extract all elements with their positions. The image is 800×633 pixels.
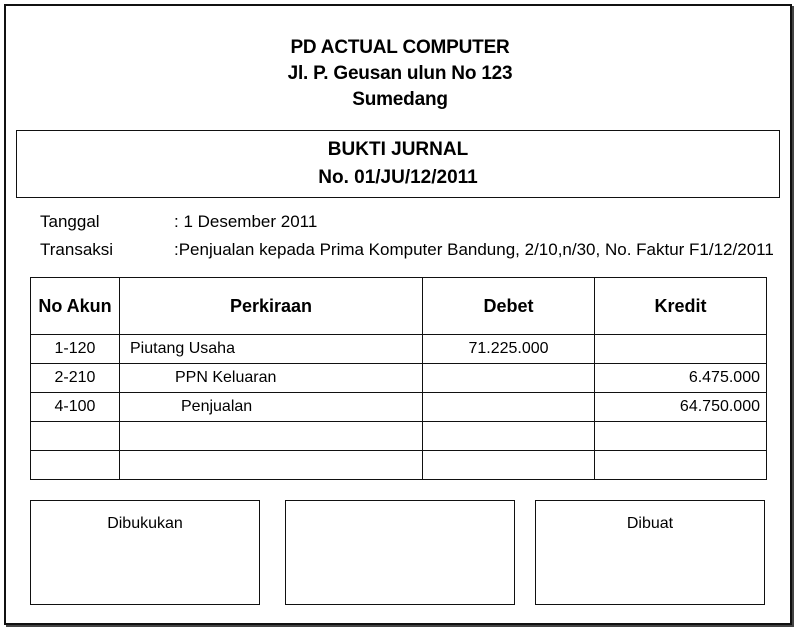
header-debit: Debet — [423, 278, 595, 335]
cell-credit: 6.475.000 — [595, 364, 767, 393]
transaction-value: :Penjualan kepada Prima Komputer Bandung, 2/10,n/30, No. Faktur F1/12/2011 — [174, 240, 774, 259]
cell-description — [120, 451, 423, 480]
cell-debit — [423, 422, 595, 451]
signature-label-created: Dibuat — [626, 515, 674, 532]
header-description: Perkiraan — [120, 278, 423, 335]
cell-debit — [423, 451, 595, 480]
cell-credit: 64.750.000 — [595, 393, 767, 422]
cell-account — [31, 451, 120, 480]
cell-credit — [595, 335, 767, 364]
cell-account: 2-210 — [31, 364, 120, 393]
document-title-box — [16, 130, 780, 198]
signature-box-created — [535, 500, 765, 605]
table-row — [31, 335, 767, 364]
company-city: Sumedang — [352, 89, 448, 110]
table-row — [31, 451, 767, 480]
cell-debit — [423, 393, 595, 422]
transaction-label: Transaksi — [40, 240, 114, 259]
cell-credit — [595, 422, 767, 451]
table-row — [31, 364, 767, 393]
cell-debit: 71.225.000 — [423, 335, 595, 364]
company-header — [0, 35, 800, 113]
signature-box-middle — [285, 500, 515, 605]
journal-table — [30, 277, 767, 480]
company-name: PD ACTUAL COMPUTER — [290, 37, 510, 58]
signature-box-booked — [30, 500, 260, 605]
cell-description: PPN Keluaran — [120, 364, 423, 393]
header-account: No Akun — [31, 278, 120, 335]
table-row — [31, 422, 767, 451]
cell-account — [31, 422, 120, 451]
cell-account: 1-120 — [31, 335, 120, 364]
cell-account: 4-100 — [31, 393, 120, 422]
cell-description: Piutang Usaha — [120, 335, 423, 364]
date-value: : 1 Desember 2011 — [174, 212, 318, 231]
table-header-row — [31, 278, 767, 335]
header-credit: Kredit — [595, 278, 767, 335]
date-label: Tanggal — [40, 212, 100, 231]
cell-credit — [595, 451, 767, 480]
table-row — [31, 393, 767, 422]
document-title: BUKTI JURNAL — [327, 139, 469, 160]
signature-label-booked: Dibukukan — [107, 515, 183, 532]
company-address: Jl. P. Geusan ulun No 123 — [287, 63, 513, 84]
cell-debit — [423, 364, 595, 393]
cell-description — [120, 422, 423, 451]
cell-description: Penjualan — [120, 393, 423, 422]
document-number: No. 01/JU/12/2011 — [318, 167, 478, 188]
